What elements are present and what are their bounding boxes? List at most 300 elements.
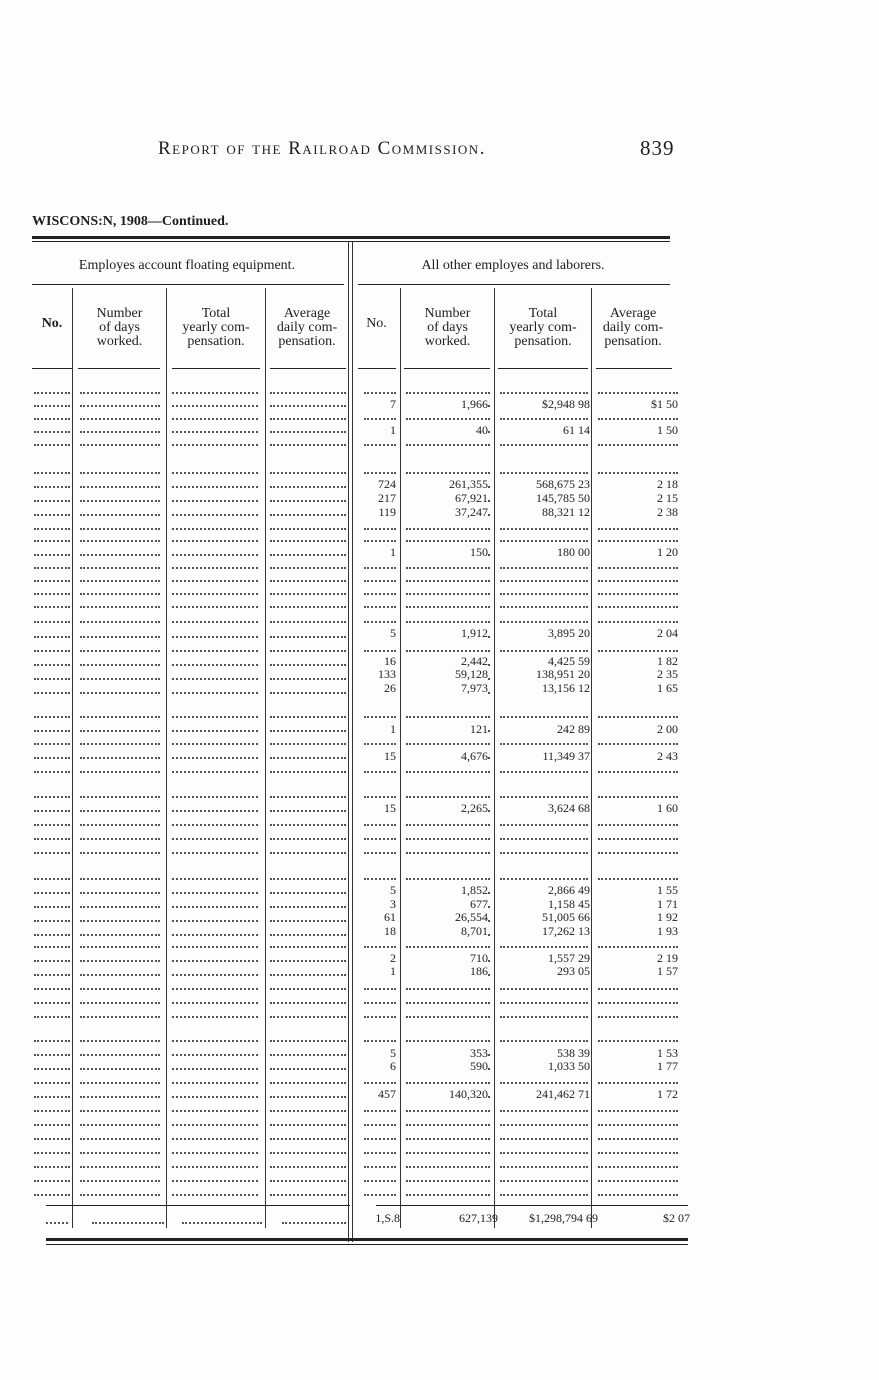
dot-leader: [34, 1002, 70, 1004]
dot-leader: [598, 1040, 678, 1042]
dot-leader: [270, 514, 346, 516]
group-heading-floating: Employes account floating equipment.: [78, 258, 296, 273]
cell-comp: 180 00: [498, 546, 590, 558]
cell-avg: 1 93: [592, 925, 678, 937]
dot-leader: [406, 1180, 490, 1182]
dot-leader: [34, 960, 70, 962]
dot-leader: [598, 1124, 678, 1126]
dot-leader: [92, 1222, 164, 1224]
dot-leader: [364, 1138, 396, 1140]
dot-leader: [34, 593, 70, 595]
dot-leader: [172, 1096, 258, 1098]
cell-avg: 1 71: [592, 898, 678, 910]
colhead-line: worked.: [96, 334, 143, 349]
dot-leader: [80, 1096, 160, 1098]
dot-leader: [500, 1016, 588, 1018]
dot-leader: [500, 444, 588, 446]
cell-days: 1,912: [404, 627, 488, 639]
colhead-underline: [596, 368, 672, 369]
dot-leader: [34, 946, 70, 948]
dot-leader: [172, 730, 258, 732]
dot-leader: [364, 796, 396, 798]
dot-leader: [270, 621, 346, 623]
cell-avg: 1 65: [592, 682, 678, 694]
dot-leader: [172, 405, 258, 407]
dot-leader: [500, 1180, 588, 1182]
cell-no: 6: [356, 1060, 396, 1072]
colhead-line: yearly com-: [182, 320, 250, 335]
cell-comp: 568,675 23: [498, 478, 590, 490]
dot-leader: [406, 878, 490, 880]
dot-leader: [598, 567, 678, 569]
dot-leader: [34, 771, 70, 773]
group-divider-right: [352, 242, 353, 1242]
dot-leader: [172, 606, 258, 608]
dot-leader: [80, 934, 160, 936]
dot-leader: [172, 540, 258, 542]
cell-no: 18: [356, 925, 396, 937]
dot-leader: [364, 593, 396, 595]
dot-leader: [34, 838, 70, 840]
cell-no: 217: [356, 492, 396, 504]
colhead-other-comp: [495, 307, 591, 349]
dot-leader: [406, 621, 490, 623]
dot-leader: [270, 664, 346, 666]
colhead-line: Number: [96, 306, 143, 321]
dot-leader: [270, 500, 346, 502]
dot-leader: [364, 418, 396, 420]
dot-leader: [270, 472, 346, 474]
dot-leader: [34, 664, 70, 666]
dot-leader: [270, 892, 346, 894]
dot-leader: [270, 757, 346, 759]
dot-leader: [172, 678, 258, 680]
dot-leader: [34, 528, 70, 530]
dot-leader: [406, 1016, 490, 1018]
dot-leader: [270, 554, 346, 556]
dot-leader: [80, 431, 160, 433]
totals-no: 1,S.8: [375, 1211, 400, 1225]
dot-leader: [598, 743, 678, 745]
cell-no: 26: [356, 682, 396, 694]
colhead-line: daily com-: [276, 320, 338, 335]
dot-leader: [34, 444, 70, 446]
dot-leader: [598, 1166, 678, 1168]
dot-leader: [598, 946, 678, 948]
dot-leader: [500, 838, 588, 840]
colhead-line: pensation.: [514, 334, 572, 349]
dot-leader: [406, 392, 490, 394]
cell-no: 3: [356, 898, 396, 910]
dot-leader: [46, 1222, 68, 1224]
dot-leader: [270, 650, 346, 652]
dot-leader: [598, 472, 678, 474]
dot-leader: [34, 906, 70, 908]
cell-no: 16: [356, 655, 396, 667]
cell-comp: 1,033 50: [498, 1060, 590, 1072]
col-rule: [400, 288, 401, 1228]
dot-leader: [34, 878, 70, 880]
running-title: [158, 138, 486, 160]
dot-leader: [80, 636, 160, 638]
cell-days: 710: [404, 952, 488, 964]
totals-rule-left: [46, 1205, 350, 1206]
cell-days: 1,966: [404, 398, 488, 410]
dot-leader: [270, 988, 346, 990]
dot-leader: [172, 444, 258, 446]
cell-comp: 242 89: [498, 723, 590, 735]
dot-leader: [80, 1124, 160, 1126]
dot-leader: [598, 418, 678, 420]
cell-no: 7: [356, 398, 396, 410]
col-rule: [265, 288, 266, 1228]
dot-leader: [34, 920, 70, 922]
dot-leader: [500, 988, 588, 990]
dot-leader: [598, 838, 678, 840]
dot-leader: [270, 838, 346, 840]
dot-leader: [406, 444, 490, 446]
dot-leader: [34, 692, 70, 694]
colhead-underline: [358, 368, 396, 369]
colhead-underline: [498, 368, 588, 369]
dot-leader: [34, 1180, 70, 1182]
dot-leader: [270, 486, 346, 488]
dot-leader: [364, 988, 396, 990]
dot-leader: [80, 692, 160, 694]
dot-leader: [270, 392, 346, 394]
dot-leader: [500, 621, 588, 623]
dot-leader: [406, 1124, 490, 1126]
dot-leader: [598, 528, 678, 530]
dot-leader: [34, 1194, 70, 1196]
dot-leader: [406, 1002, 490, 1004]
group-heading-other: All other employes and laborers.: [421, 258, 605, 273]
cell-days: 26,554: [404, 911, 488, 923]
dot-leader: [34, 554, 70, 556]
dot-leader: [270, 716, 346, 718]
dot-leader: [406, 716, 490, 718]
dot-leader: [364, 1016, 396, 1018]
dot-leader: [270, 906, 346, 908]
cell-avg: 1 20: [592, 546, 678, 558]
dot-leader: [34, 580, 70, 582]
dot-leader: [270, 606, 346, 608]
dot-leader: [172, 593, 258, 595]
dot-leader: [364, 392, 396, 394]
colhead-line: pensation.: [278, 334, 336, 349]
dot-leader: [80, 757, 160, 759]
dot-leader: [270, 678, 346, 680]
dot-leader: [270, 960, 346, 962]
dot-leader: [500, 1138, 588, 1140]
dot-leader: [172, 1166, 258, 1168]
dot-leader: [364, 472, 396, 474]
dot-leader: [182, 1222, 262, 1224]
dot-leader: [270, 580, 346, 582]
dot-leader: [80, 838, 160, 840]
dot-leader: [172, 934, 258, 936]
dot-leader: [34, 1138, 70, 1140]
dot-leader: [34, 431, 70, 433]
col-rule: [494, 288, 495, 1228]
dot-leader: [500, 540, 588, 542]
dot-leader: [172, 500, 258, 502]
cell-avg: $1 50: [592, 398, 678, 410]
cell-days: 186: [404, 965, 488, 977]
dot-leader: [80, 444, 160, 446]
dot-leader: [270, 528, 346, 530]
dot-leader: [80, 1016, 160, 1018]
dot-leader: [172, 878, 258, 880]
cell-no: 724: [356, 478, 396, 490]
cell-no: 457: [356, 1088, 396, 1100]
dot-leader: [282, 1222, 346, 1224]
dot-leader: [598, 852, 678, 854]
cell-days: 2,265: [404, 802, 488, 814]
dot-leader: [34, 486, 70, 488]
dot-leader: [406, 580, 490, 582]
dot-leader: [34, 934, 70, 936]
colhead-line: Average: [609, 306, 657, 321]
cell-avg: 1 53: [592, 1047, 678, 1059]
dot-leader: [270, 1180, 346, 1182]
dot-leader: [270, 1068, 346, 1070]
colhead-underline: [32, 368, 72, 369]
cell-avg: 1 82: [592, 655, 678, 667]
cell-days: 140,320: [404, 1088, 488, 1100]
cell-avg: 1 60: [592, 802, 678, 814]
dot-leader: [500, 580, 588, 582]
colhead-other-avg: [592, 307, 674, 349]
dot-leader: [80, 500, 160, 502]
colhead-line: Total: [528, 306, 558, 321]
dot-leader: [34, 1152, 70, 1154]
dot-leader: [406, 1110, 490, 1112]
dot-leader: [364, 1180, 396, 1182]
dot-leader: [270, 405, 346, 407]
dot-leader: [172, 621, 258, 623]
dot-leader: [270, 1110, 346, 1112]
dot-leader: [80, 1054, 160, 1056]
dot-leader: [80, 514, 160, 516]
dot-leader: [34, 974, 70, 976]
dot-leader: [364, 606, 396, 608]
cell-days: 37,247: [404, 506, 488, 518]
dot-leader: [406, 472, 490, 474]
dot-leader: [172, 810, 258, 812]
cell-comp: 51,005 66: [498, 911, 590, 923]
group-heading-rule-right: [358, 284, 670, 285]
cell-no: 1: [356, 723, 396, 735]
dot-leader: [80, 771, 160, 773]
dot-leader: [80, 580, 160, 582]
cell-avg: 2 15: [592, 492, 678, 504]
colhead-underline: [270, 368, 346, 369]
dot-leader: [270, 431, 346, 433]
dot-leader: [80, 988, 160, 990]
dot-leader: [80, 392, 160, 394]
cell-comp: 3,895 20: [498, 627, 590, 639]
colhead-other-days: [401, 307, 494, 349]
cell-avg: 2 18: [592, 478, 678, 490]
cell-no: 1: [356, 965, 396, 977]
dot-leader: [598, 593, 678, 595]
cell-avg: 1 72: [592, 1088, 678, 1100]
dot-leader: [172, 1054, 258, 1056]
dot-leader: [364, 771, 396, 773]
dot-leader: [364, 1166, 396, 1168]
cell-days: 261,355: [404, 478, 488, 490]
colhead-line: of days: [427, 320, 468, 335]
dot-leader: [80, 664, 160, 666]
cell-avg: 1 50: [592, 424, 678, 436]
dot-leader: [270, 1082, 346, 1084]
cell-comp: 61 14: [498, 424, 590, 436]
dot-leader: [80, 810, 160, 812]
totals-comp: $1,298,794 69: [529, 1211, 598, 1225]
dot-leader: [500, 606, 588, 608]
dot-leader: [270, 743, 346, 745]
bottom-rule-thin: [46, 1244, 688, 1245]
dot-leader: [172, 1124, 258, 1126]
dot-leader: [500, 1040, 588, 1042]
dot-leader: [172, 988, 258, 990]
dot-leader: [172, 960, 258, 962]
cell-days: 40: [404, 424, 488, 436]
dot-leader: [270, 444, 346, 446]
dot-leader: [500, 878, 588, 880]
dot-leader: [34, 892, 70, 894]
colhead-floating-days: [73, 307, 166, 349]
cell-comp: 11,349 37: [498, 750, 590, 762]
dot-leader: [34, 636, 70, 638]
dot-leader: [172, 1138, 258, 1140]
colhead-line: yearly com-: [509, 320, 577, 335]
dot-leader: [270, 1040, 346, 1042]
dot-leader: [34, 567, 70, 569]
dot-leader: [80, 743, 160, 745]
dot-leader: [172, 1040, 258, 1042]
dot-leader: [270, 567, 346, 569]
dot-leader: [34, 405, 70, 407]
dot-leader: [172, 554, 258, 556]
dot-leader: [172, 486, 258, 488]
dot-leader: [80, 650, 160, 652]
dot-leader: [406, 418, 490, 420]
dot-leader: [172, 650, 258, 652]
dot-leader: [172, 664, 258, 666]
colhead-underline: [172, 368, 260, 369]
dot-leader: [172, 906, 258, 908]
dot-leader: [364, 540, 396, 542]
dot-leader: [80, 621, 160, 623]
dot-leader: [172, 418, 258, 420]
dot-leader: [270, 771, 346, 773]
cell-avg: 1 92: [592, 911, 678, 923]
cell-comp: 1,158 45: [498, 898, 590, 910]
dot-leader: [500, 946, 588, 948]
dot-leader: [406, 946, 490, 948]
cell-days: 8,701: [404, 925, 488, 937]
dot-leader: [34, 392, 70, 394]
dot-leader: [172, 946, 258, 948]
dot-leader: [598, 580, 678, 582]
dot-leader: [270, 418, 346, 420]
dot-leader: [172, 514, 258, 516]
dot-leader: [172, 920, 258, 922]
dot-leader: [406, 567, 490, 569]
colhead-underline: [404, 368, 490, 369]
dot-leader: [406, 1194, 490, 1196]
dot-leader: [34, 810, 70, 812]
dot-leader: [34, 824, 70, 826]
dot-leader: [80, 1152, 160, 1154]
cell-no: 1: [356, 424, 396, 436]
cell-comp: 4,425 59: [498, 655, 590, 667]
cell-avg: 2 35: [592, 668, 678, 680]
cell-days: 150: [404, 546, 488, 558]
dot-leader: [80, 486, 160, 488]
dot-leader: [364, 716, 396, 718]
cell-comp: 17,262 13: [498, 925, 590, 937]
dot-leader: [34, 621, 70, 623]
dot-leader: [172, 1180, 258, 1182]
dot-leader: [34, 1082, 70, 1084]
group-divider-left: [348, 242, 349, 1242]
dot-leader: [406, 1152, 490, 1154]
dot-leader: [270, 1016, 346, 1018]
cell-avg: 1 55: [592, 884, 678, 896]
dot-leader: [364, 946, 396, 948]
dot-leader: [172, 567, 258, 569]
cell-avg: 2 43: [592, 750, 678, 762]
dot-leader: [598, 1110, 678, 1112]
totals-rule-right: [376, 1205, 688, 1206]
dot-leader: [406, 824, 490, 826]
dot-leader: [406, 988, 490, 990]
dot-leader: [34, 1096, 70, 1098]
dot-leader: [34, 472, 70, 474]
dot-leader: [80, 946, 160, 948]
continuation-heading: WISCONS:N, 1908—Continued.: [32, 214, 229, 229]
dot-leader: [406, 1138, 490, 1140]
dot-leader: [80, 1110, 160, 1112]
dot-leader: [80, 730, 160, 732]
dot-leader: [80, 540, 160, 542]
cell-comp: 293 05: [498, 965, 590, 977]
totals-days: 627,139: [459, 1211, 498, 1225]
dot-leader: [364, 621, 396, 623]
cell-comp: $2,948 98: [498, 398, 590, 410]
dot-leader: [500, 418, 588, 420]
dot-leader: [80, 1040, 160, 1042]
cell-no: 119: [356, 506, 396, 518]
dot-leader: [598, 606, 678, 608]
dot-leader: [172, 852, 258, 854]
dot-leader: [172, 1082, 258, 1084]
cell-no: 133: [356, 668, 396, 680]
dot-leader: [34, 1166, 70, 1168]
cell-days: 2,442: [404, 655, 488, 667]
dot-leader: [500, 1194, 588, 1196]
cell-no: 15: [356, 750, 396, 762]
dot-leader: [500, 1124, 588, 1126]
dot-leader: [34, 514, 70, 516]
dot-leader: [500, 392, 588, 394]
dot-leader: [34, 716, 70, 718]
dot-leader: [364, 444, 396, 446]
dot-leader: [80, 418, 160, 420]
